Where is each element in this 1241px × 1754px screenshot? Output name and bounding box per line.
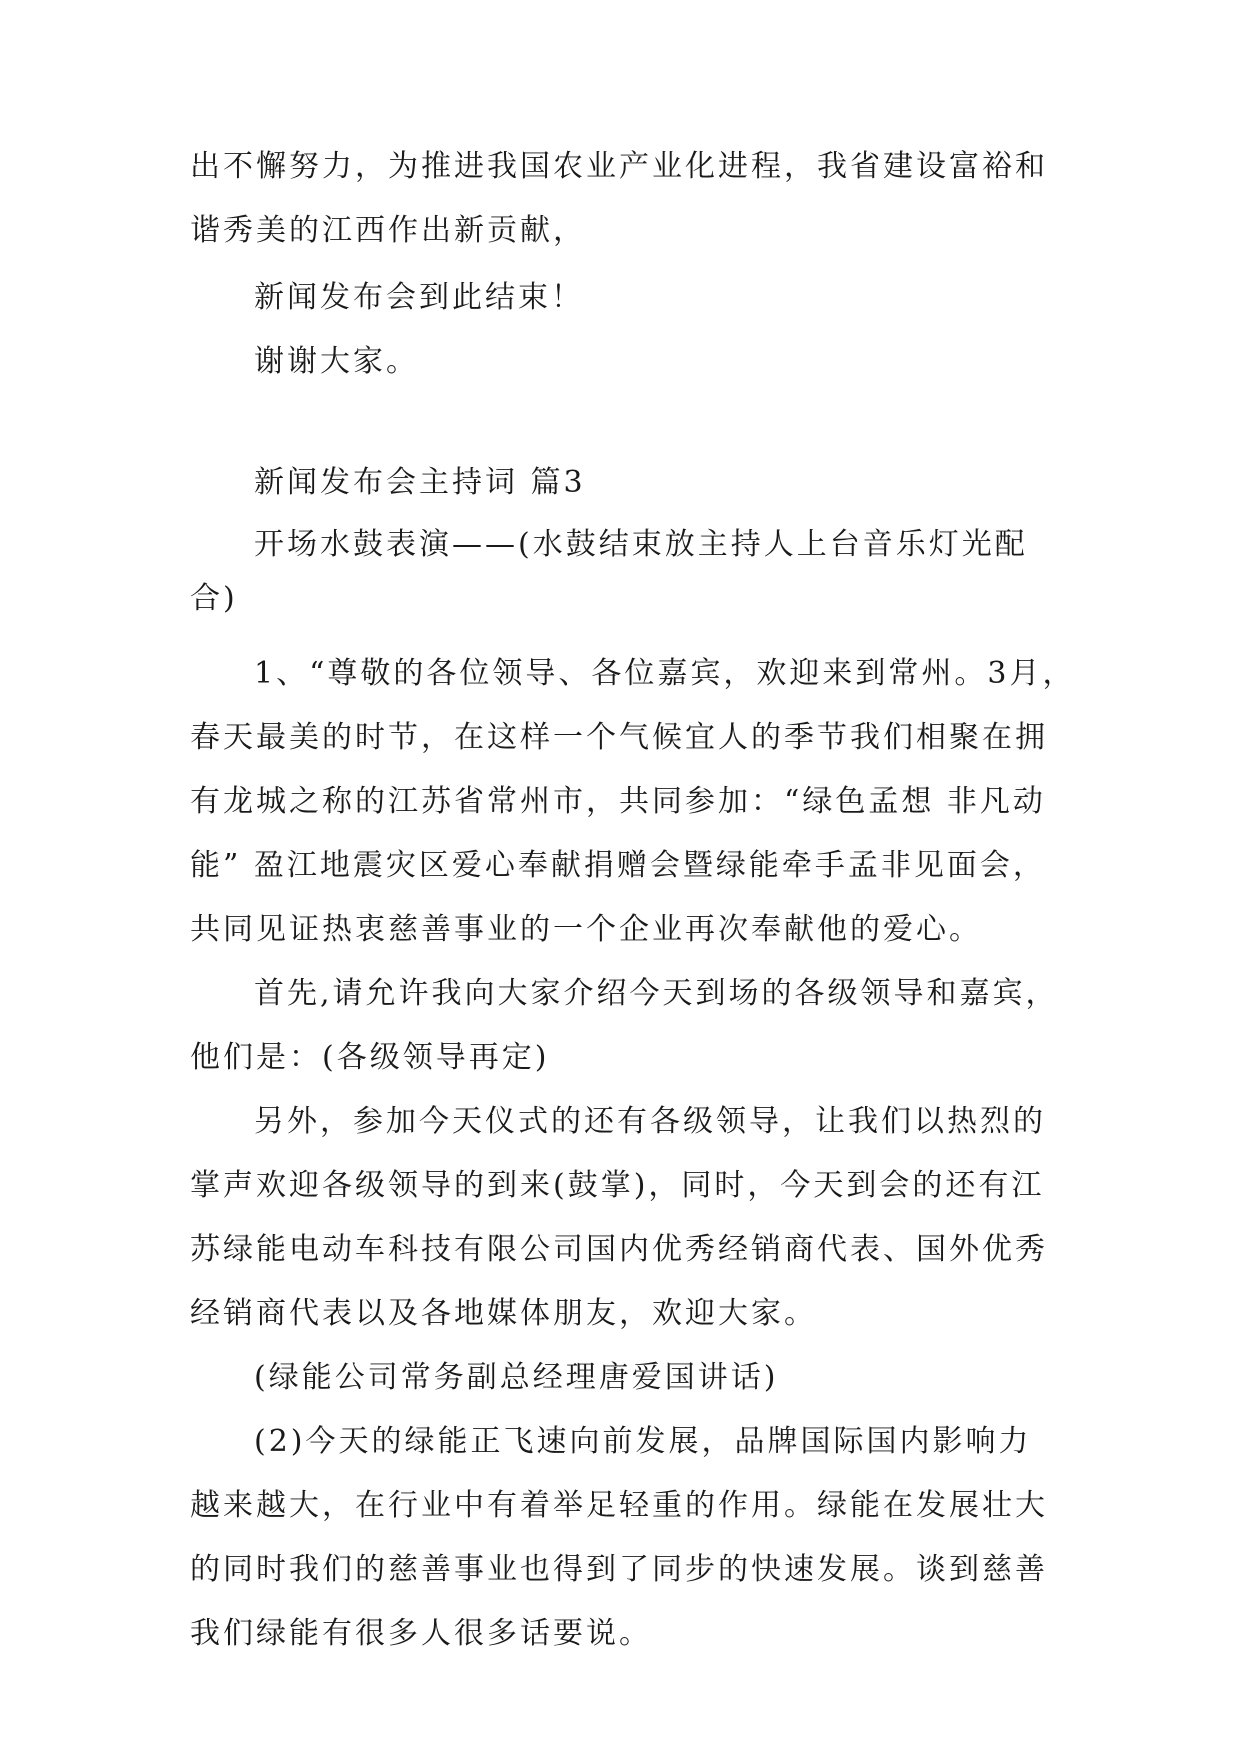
text-line: 出不懈努力，为推进我国农业产业化进程，我省建设富裕和 — [190, 149, 1048, 184]
text-line: 越来越大，在行业中有着举足轻重的作用。绿能在发展壮大 — [190, 1488, 1048, 1523]
text-line: 谢谢大家。 — [254, 344, 419, 379]
text-line: 新闻发布会到此结束！ — [254, 280, 584, 315]
text-line: 有龙城之称的江苏省常州市，共同参加：“绿色孟想 非凡动 — [190, 784, 1046, 819]
text-line: (2)今天的绿能正飞速向前发展，品牌国际国内影响力 — [254, 1424, 1032, 1459]
text-line: 共同见证热衷慈善事业的一个企业再次奉献他的爱心。 — [190, 912, 982, 947]
text-line: 首先,请允许我向大家介绍今天到场的各级领导和嘉宾， — [254, 976, 1059, 1011]
text-line: 春天最美的时节，在这样一个气候宜人的季节我们相聚在拥 — [190, 720, 1048, 755]
text-line: 另外，参加今天仪式的还有各级领导，让我们以热烈的 — [254, 1104, 1046, 1139]
text-line: 掌声欢迎各级领导的到来(鼓掌)，同时，今天到会的还有江 — [190, 1168, 1045, 1203]
section-heading: 新闻发布会主持词 篇3 — [254, 465, 586, 500]
text-line: (绿能公司常务副总经理唐爱国讲话) — [254, 1360, 779, 1395]
text-line: 谐秀美的江西作出新贡献， — [190, 213, 586, 248]
text-line: 的同时我们的慈善事业也得到了同步的快速发展。谈到慈善 — [190, 1552, 1048, 1587]
text-line: 开场水鼓表演——(水鼓结束放主持人上台音乐灯光配 — [254, 527, 1028, 562]
text-line: 合) — [190, 581, 238, 616]
text-line: 经销商代表以及各地媒体朋友，欢迎大家。 — [190, 1296, 817, 1331]
text-line: 1、“尊敬的各位领导、各位嘉宾，欢迎来到常州。3月， — [254, 656, 1076, 691]
text-line: 我们绿能有很多人很多话要说。 — [190, 1616, 652, 1651]
text-line: 能” 盈江地震灾区爱心奉献捐赠会暨绿能牵手孟非见面会， — [190, 848, 1046, 883]
text-line: 苏绿能电动车科技有限公司国内优秀经销商代表、国外优秀 — [190, 1232, 1048, 1267]
text-line: 他们是：(各级领导再定) — [190, 1040, 550, 1075]
